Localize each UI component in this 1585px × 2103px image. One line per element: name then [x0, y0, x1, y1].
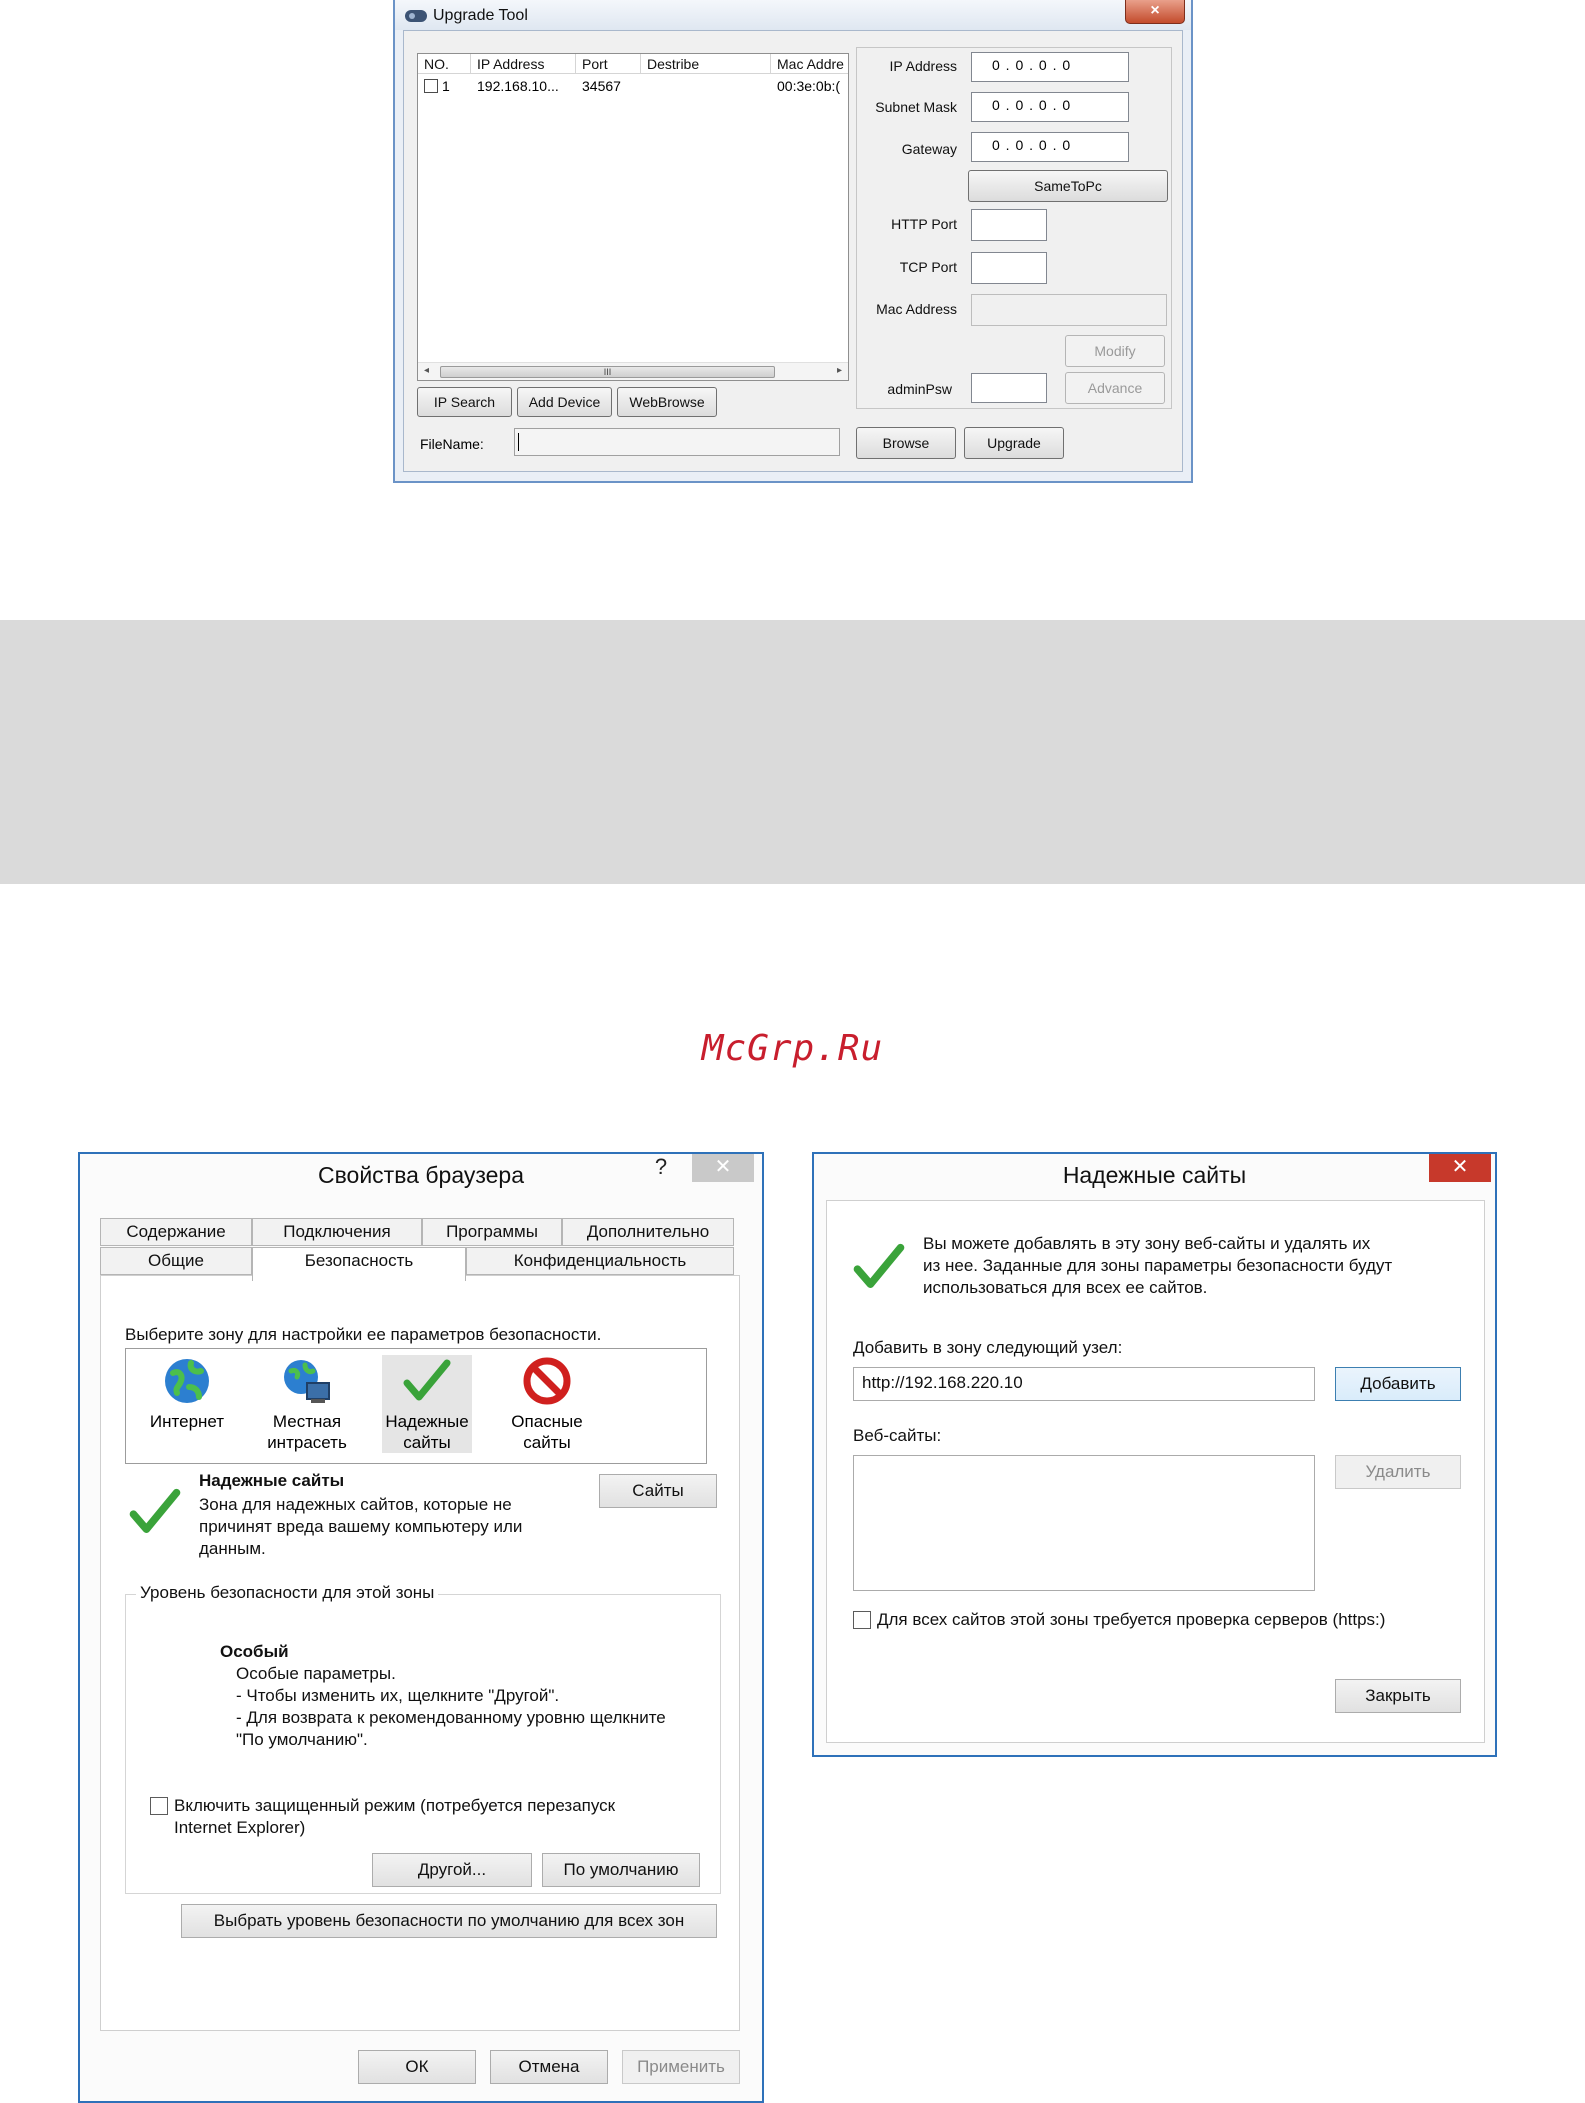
- https-required-label: Для всех сайтов этой зоны требуется проверка серверов (https:): [877, 1610, 1386, 1629]
- column-header-mac[interactable]: Mac Addre: [777, 56, 844, 72]
- subnet-mask-field[interactable]: 0 . 0 . 0 . 0: [971, 92, 1129, 122]
- subnet-mask-label: Subnet Mask: [875, 99, 957, 115]
- default-level-button[interactable]: По умолчанию: [542, 1853, 700, 1887]
- upgrade-tool-titlebar: [395, 0, 1191, 30]
- row-checkbox[interactable]: [424, 79, 438, 93]
- upgrade-tool-title: Upgrade Tool: [433, 7, 528, 24]
- filename-field[interactable]: [514, 428, 840, 456]
- column-header-ip[interactable]: IP Address: [471, 54, 576, 74]
- web-browse-button[interactable]: WebBrowse: [617, 387, 717, 417]
- close-icon[interactable]: ✕: [692, 1154, 754, 1182]
- zone-description: Зона для надежных сайтов, которые не причинят вреда вашему компьютеру или данным.: [199, 1495, 523, 1558]
- dialog-title: Свойства браузера: [80, 1154, 762, 1196]
- column-header-describe[interactable]: Destribe: [641, 54, 771, 74]
- browse-button[interactable]: Browse: [856, 427, 956, 459]
- sites-button[interactable]: Сайты: [599, 1474, 717, 1508]
- row-ip: 192.168.10...: [477, 78, 559, 94]
- level-name: Особый: [220, 1642, 289, 1661]
- help-icon[interactable]: ?: [654, 1154, 668, 1179]
- tab-content[interactable]: Содержание: [100, 1218, 252, 1246]
- protected-mode-label: Включить защищенный режим (потребуется перезапуск: [174, 1796, 616, 1815]
- https-required-checkbox[interactable]: [853, 1611, 871, 1629]
- scroll-right-icon[interactable]: ▸: [836, 365, 842, 376]
- ip-address-label: IP Address: [889, 58, 957, 74]
- scroll-left-icon[interactable]: ◂: [424, 365, 430, 376]
- gateway-label: Gateway: [901, 141, 957, 157]
- reset-all-zones-button[interactable]: Выбрать уровень безопасности по умолчанию для всех зон: [181, 1904, 717, 1938]
- upgrade-button[interactable]: Upgrade: [964, 427, 1064, 459]
- check-icon: [127, 1484, 183, 1540]
- protected-mode-label: Internet Explorer): [174, 1818, 306, 1837]
- admin-psw-field[interactable]: [971, 373, 1047, 403]
- level-line: - Чтобы изменить их, щелкните "Другой".: [236, 1686, 560, 1705]
- zone-trusted[interactable]: [382, 1355, 472, 1453]
- app-camera-icon: [405, 10, 427, 22]
- table-row[interactable]: [418, 76, 848, 96]
- column-header-port[interactable]: Port: [576, 54, 641, 74]
- restricted-icon: [521, 1355, 573, 1407]
- upgrade-tool-window: [393, 0, 1193, 483]
- intranet-icon: [281, 1355, 333, 1407]
- add-site-label: Добавить в зону следующий узел:: [853, 1338, 1123, 1357]
- trusted-sites-dialog: [812, 1152, 1497, 1757]
- trusted-sites-panel: [826, 1200, 1485, 1743]
- zone-label: Интернет: [149, 1412, 225, 1431]
- ok-button[interactable]: ОК: [358, 2050, 476, 2084]
- check-icon: [401, 1355, 453, 1407]
- ip-search-button[interactable]: IP Search: [417, 387, 512, 417]
- watermark: McGrp.Ru: [701, 1028, 884, 1069]
- tcp-port-label: TCP Port: [899, 259, 957, 275]
- add-device-button[interactable]: Add Device: [517, 387, 612, 417]
- dialog-title: Надежные сайты: [814, 1154, 1495, 1196]
- http-port-label: HTTP Port: [891, 216, 957, 232]
- gray-band: [0, 620, 1585, 884]
- close-icon[interactable]: ✕: [1429, 1154, 1491, 1182]
- row-no: 1: [442, 78, 450, 94]
- tab-security[interactable]: Безопасность: [252, 1247, 466, 1281]
- level-line: "По умолчанию".: [236, 1730, 368, 1749]
- security-level-group: [125, 1583, 721, 1894]
- tab-privacy[interactable]: Конфиденциальность: [466, 1247, 734, 1275]
- ip-address-field[interactable]: 0 . 0 . 0 . 0: [971, 52, 1129, 82]
- close-icon[interactable]: ×: [1125, 0, 1185, 24]
- zone-label: Местная интрасеть: [267, 1412, 347, 1452]
- remove-site-button[interactable]: Удалить: [1335, 1455, 1461, 1489]
- protected-mode-checkbox[interactable]: [150, 1797, 168, 1815]
- zone-prompt: Выберите зону для настройки ее параметров безопасности.: [125, 1325, 602, 1344]
- zone-label: Надежные сайты: [385, 1412, 469, 1452]
- cancel-button[interactable]: Отмена: [490, 2050, 608, 2084]
- check-icon: [851, 1239, 907, 1295]
- mac-address-label: Mac Address: [876, 301, 957, 317]
- row-mac: 00:3e:0b:(: [777, 78, 841, 94]
- upgrade-tool-client: [403, 30, 1183, 472]
- websites-list[interactable]: [853, 1455, 1315, 1591]
- horizontal-scrollbar[interactable]: [418, 362, 848, 380]
- info-text: Вы можете добавлять в эту зону веб-сайты и удалять их: [923, 1234, 1371, 1253]
- globe-icon: [161, 1355, 213, 1407]
- row-port: 34567: [582, 78, 621, 94]
- zone-internet[interactable]: [142, 1355, 232, 1432]
- tcp-port-field[interactable]: [971, 252, 1047, 284]
- filename-label: FileName:: [420, 436, 484, 452]
- zone-restricted[interactable]: [502, 1355, 592, 1453]
- info-text: из нее. Заданные для зоны параметры безопасности будут: [923, 1256, 1393, 1275]
- device-list[interactable]: [417, 53, 849, 381]
- security-tab-panel: [100, 1275, 740, 2031]
- add-site-button[interactable]: Добавить: [1335, 1367, 1461, 1401]
- tab-connections[interactable]: Подключения: [252, 1218, 422, 1246]
- tab-programs[interactable]: Программы: [422, 1218, 562, 1246]
- device-list-header: [418, 54, 848, 74]
- other-button[interactable]: Другой...: [372, 1853, 532, 1887]
- column-header-no[interactable]: NO.: [418, 54, 471, 74]
- scroll-thumb[interactable]: III: [440, 366, 775, 378]
- zone-label: Опасные сайты: [511, 1412, 583, 1452]
- zone-title: Надежные сайты: [199, 1471, 345, 1490]
- tab-general[interactable]: Общие: [100, 1247, 252, 1275]
- advance-button[interactable]: Advance: [1065, 372, 1165, 404]
- same-to-pc-button[interactable]: SameToPc: [968, 170, 1168, 202]
- apply-button[interactable]: Применить: [622, 2050, 740, 2084]
- level-line: - Для возврата к рекомендованному уровню щелкните: [236, 1708, 666, 1727]
- modify-button[interactable]: Modify: [1065, 335, 1165, 367]
- info-text: использоваться для всех ее сайтов.: [923, 1278, 1208, 1297]
- row-describe: [641, 76, 771, 96]
- level-line: Особые параметры.: [236, 1664, 396, 1683]
- close-button[interactable]: Закрыть: [1335, 1679, 1461, 1713]
- tab-advanced[interactable]: Дополнительно: [562, 1218, 734, 1246]
- security-level-legend: Уровень безопасности для этой зоны: [136, 1583, 438, 1603]
- add-site-input[interactable]: http://192.168.220.10: [853, 1367, 1315, 1401]
- gateway-field[interactable]: 0 . 0 . 0 . 0: [971, 132, 1129, 162]
- network-settings-group: [856, 47, 1172, 409]
- zone-list: [125, 1348, 707, 1464]
- mac-address-field: [971, 294, 1167, 326]
- websites-label: Веб-сайты:: [853, 1426, 942, 1445]
- zone-intranet[interactable]: [262, 1355, 352, 1453]
- http-port-field[interactable]: [971, 209, 1047, 241]
- admin-psw-label: adminPsw: [887, 381, 952, 397]
- browser-properties-dialog: [78, 1152, 764, 2103]
